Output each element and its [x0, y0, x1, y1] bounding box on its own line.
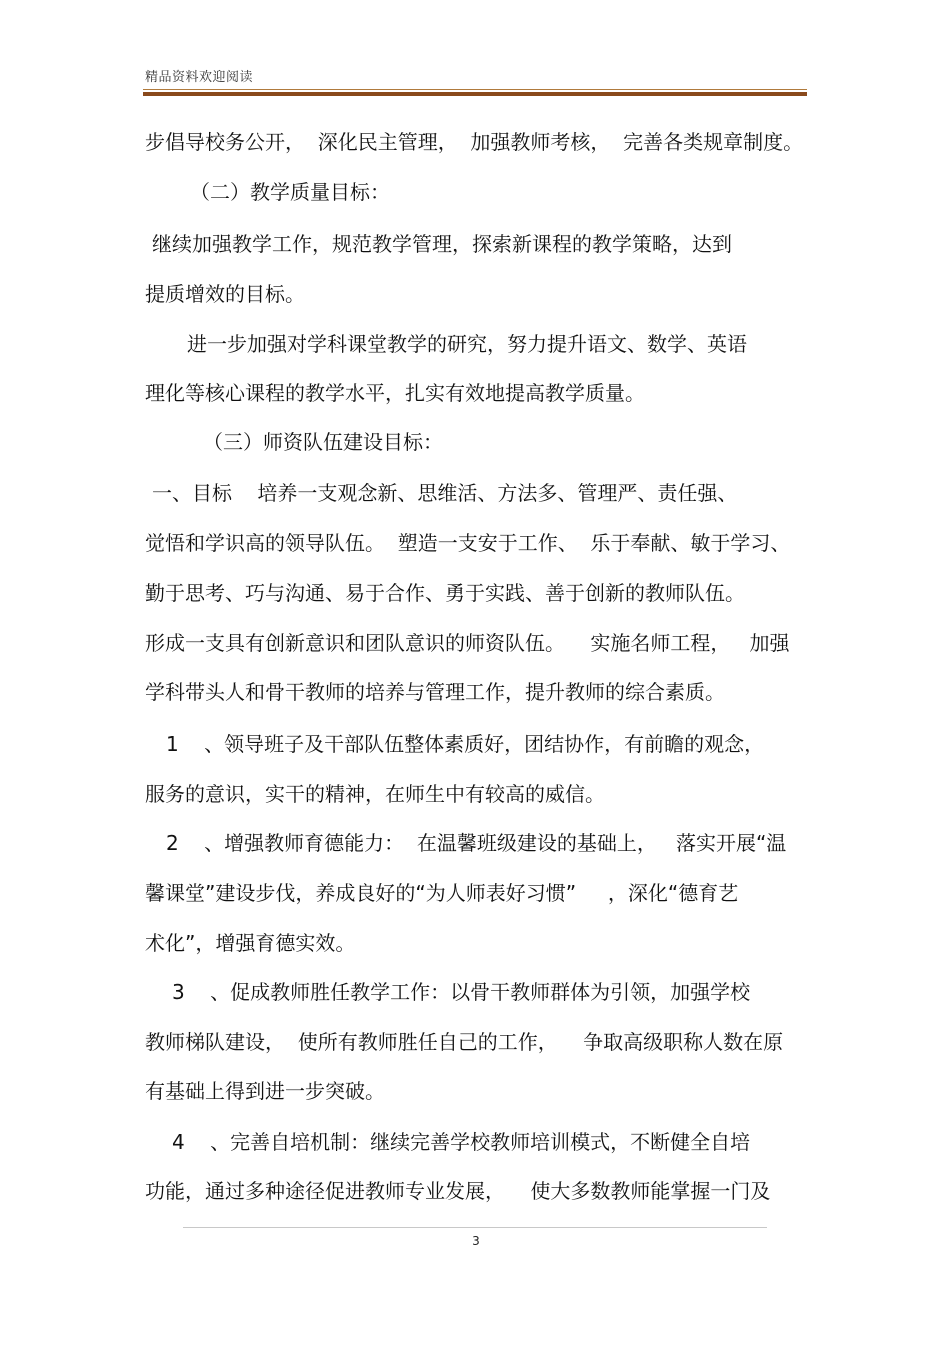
list-item-3: 3 、促成教师胜任教学工作：以骨干教师群体为引领，加强学校: [172, 980, 751, 1004]
section-heading-teaching-quality: （二）教学质量目标：: [190, 180, 390, 204]
body-line: 馨课堂”建设步伐，养成良好的“为人师表好习惯” ，深化“德育艺: [145, 881, 739, 905]
footer-divider: [183, 1227, 767, 1228]
body-line: 勤于思考、巧与沟通、易于合作、勇于实践、善于创新的教师队伍。: [145, 581, 745, 605]
body-line: 一、目标 培养一支观念新、思维活、方法多、管理严、责任强、: [152, 481, 738, 505]
body-line: 提质增效的目标。: [145, 282, 305, 306]
section-heading-faculty: （三）师资队伍建设目标：: [203, 430, 443, 454]
body-line: 理化等核心课程的教学水平，扎实有效地提高教学质量。: [145, 381, 645, 405]
body-line: 形成一支具有创新意识和团队意识的师资队伍。 实施名师工程， 加强: [145, 631, 790, 655]
header-divider-thick: [143, 92, 807, 96]
body-line: 术化”，增强育德实效。: [145, 931, 356, 955]
body-line: 教师梯队建设， 使所有教师胜任自己的工作， 争取高级职称人数在原: [145, 1030, 784, 1054]
list-item-2: 2 、增强教师育德能力： 在温馨班级建设的基础上， 落实开展“温: [166, 831, 787, 855]
body-line: 进一步加强对学科课堂教学的研究，努力提升语文、数学、英语: [187, 332, 747, 356]
body-line: 继续加强教学工作，规范教学管理，探索新课程的教学策略，达到: [152, 232, 732, 256]
body-line: 服务的意识，实干的精神，在师生中有较高的威信。: [145, 782, 605, 806]
body-line: 步倡导校务公开， 深化民主管理， 加强教师考核， 完善各类规章制度。: [145, 130, 804, 154]
header-divider-thin: [143, 89, 807, 90]
body-line: 觉悟和学识高的领导队伍。 塑造一支安于工作、 乐于奉献、敏于学习、: [145, 531, 791, 555]
body-line: 学科带头人和骨干教师的培养与管理工作，提升教师的综合素质。: [145, 680, 725, 704]
body-line: 功能，通过多种途径促进教师专业发展， 使大多数教师能掌握一门及: [145, 1179, 771, 1203]
header-text: 精品资料欢迎阅读: [145, 70, 254, 85]
list-item-4: 4 、完善自培机制：继续完善学校教师培训模式，不断健全自培: [172, 1130, 751, 1154]
list-item-1: 1 、领导班子及干部队伍整体素质好，团结协作，有前瞻的观念，: [166, 732, 765, 756]
body-line: 有基础上得到进一步突破。: [145, 1079, 385, 1103]
page-number: 3: [472, 1234, 480, 1248]
